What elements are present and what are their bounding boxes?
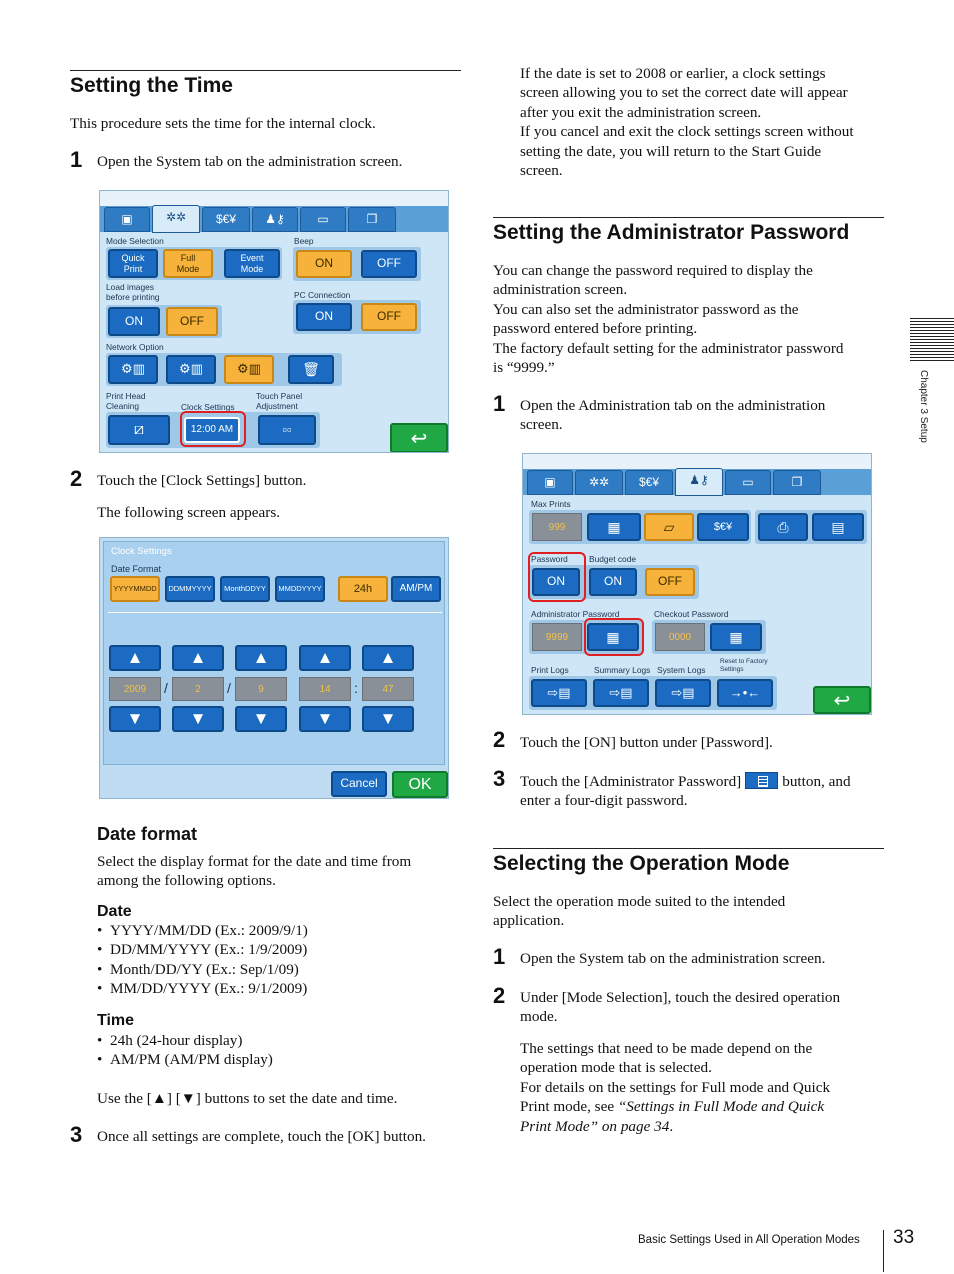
intro-text: This procedure sets the time for the internal clock. bbox=[70, 115, 376, 132]
tab-system[interactable] bbox=[152, 205, 200, 233]
clock-settings-highlight bbox=[180, 411, 246, 447]
tab-currency[interactable] bbox=[202, 207, 250, 232]
footer-divider bbox=[883, 1230, 884, 1272]
calculator-icon: ▦ bbox=[607, 518, 621, 535]
reset-factory-button[interactable] bbox=[717, 679, 773, 707]
calculator-icon bbox=[745, 772, 778, 789]
heading-operation-mode: Selecting the Operation Mode bbox=[493, 848, 884, 876]
year-down-button[interactable]: ▼ bbox=[109, 706, 161, 732]
hour-down-button[interactable]: ▼ bbox=[299, 706, 351, 732]
cleaning-icon: ⧄ bbox=[133, 420, 145, 438]
month-down-button[interactable]: ▼ bbox=[172, 706, 224, 732]
admin-icon: ♟⚷ bbox=[689, 473, 709, 487]
step-number: 1 bbox=[493, 944, 506, 969]
book-button[interactable] bbox=[812, 513, 864, 541]
max-prints-value: 999 bbox=[532, 513, 582, 541]
load-images-label: Load images before printing bbox=[106, 282, 160, 302]
page-number: 33 bbox=[893, 1227, 915, 1248]
tab-frame[interactable] bbox=[300, 207, 346, 232]
pc-connection-label: PC Connection bbox=[294, 290, 351, 300]
return-button[interactable] bbox=[813, 686, 871, 714]
chapter-tab-stripes bbox=[910, 317, 954, 361]
reset-factory-label: Reset to Factory Settings bbox=[720, 658, 768, 673]
minute-value: 47 bbox=[362, 677, 414, 701]
month-value: 2 bbox=[172, 677, 224, 701]
gear-icon: ✲✲ bbox=[165, 210, 187, 224]
system-logs-button[interactable] bbox=[655, 679, 711, 707]
cross-reference[interactable]: Print Mode” on page 34 bbox=[520, 1117, 670, 1135]
step-text: Touch the [ON] button under [Password]. bbox=[520, 734, 773, 751]
divider bbox=[108, 612, 442, 613]
trash-icon: 🗑 bbox=[302, 361, 320, 378]
export-icon: ⇨▤ bbox=[671, 684, 695, 700]
checkout-password-value: 0000 bbox=[655, 623, 705, 651]
delete-button[interactable] bbox=[288, 355, 334, 384]
print-head-cleaning-button[interactable] bbox=[108, 415, 170, 445]
format-ddmmyyyy-button[interactable]: DDMMYYYY bbox=[165, 576, 215, 602]
step-number: 3 bbox=[493, 766, 506, 791]
chapter-tab-label: Chapter 3 Setup bbox=[918, 370, 929, 443]
return-button[interactable] bbox=[390, 423, 448, 453]
reset-arrows-icon: →•← bbox=[729, 684, 761, 700]
day-value: 9 bbox=[235, 677, 287, 701]
calculator-icon: ▦ bbox=[606, 628, 620, 645]
day-down-button[interactable]: ▼ bbox=[235, 706, 287, 732]
tab-admin[interactable] bbox=[252, 207, 298, 232]
pc-off-button[interactable]: OFF bbox=[361, 303, 417, 331]
heading-administrator-password: Setting the Administrator Password bbox=[493, 217, 884, 245]
network-option-2-button[interactable] bbox=[166, 355, 216, 384]
step-text: Under [Mode Selection], touch the desired operation mode. bbox=[520, 989, 841, 1026]
admin-password-value: 9999 bbox=[532, 623, 582, 651]
footer-text: Basic Settings Used in All Operation Modes bbox=[638, 1234, 860, 1246]
format-monthddyy-button[interactable]: MonthDDYY bbox=[220, 576, 270, 602]
administrator-password-label: Administrator Password bbox=[531, 609, 620, 619]
step-number: 1 bbox=[493, 391, 506, 416]
year-up-button[interactable]: ▲ bbox=[109, 645, 161, 671]
cross-reference[interactable]: “Settings in Full Mode and Quick bbox=[617, 1098, 825, 1116]
step-number: 2 bbox=[493, 983, 506, 1008]
summary-logs-button[interactable] bbox=[593, 679, 649, 707]
clock-settings-title: Clock Settings bbox=[111, 546, 172, 557]
format-ampm-button[interactable]: AM/PM bbox=[391, 576, 441, 602]
network-option-3-button[interactable] bbox=[224, 355, 274, 384]
password-on-button[interactable]: ON bbox=[532, 568, 580, 596]
tab-monitor[interactable] bbox=[104, 207, 150, 232]
quick-print-button[interactable]: Quick Print bbox=[108, 249, 158, 278]
budget-on-button[interactable]: ON bbox=[589, 568, 637, 596]
time-format-list: • 24h (24-hour display) • AM/PM (AM/PM display) bbox=[97, 1031, 273, 1070]
export-icon: ⇨▤ bbox=[609, 684, 633, 700]
password-on-highlight bbox=[528, 552, 586, 602]
network-option-1-button[interactable] bbox=[108, 355, 158, 384]
clock-settings-button[interactable]: 12:00 AM bbox=[184, 417, 240, 443]
day-up-button[interactable]: ▲ bbox=[235, 645, 287, 671]
max-prints-label: Max Prints bbox=[531, 499, 571, 509]
paper-button[interactable] bbox=[644, 513, 694, 541]
admin-password-highlight bbox=[584, 618, 644, 656]
clock-settings-label: Clock Settings bbox=[181, 402, 235, 412]
cancel-button[interactable]: Cancel bbox=[331, 771, 387, 797]
network-device-icon: ⚙▥ bbox=[179, 361, 203, 377]
full-mode-button[interactable]: Full Mode bbox=[163, 249, 213, 278]
subheading-date: Date bbox=[97, 903, 132, 920]
password-label: Password bbox=[531, 554, 568, 564]
date-format-list: • YYYY/MM/DD (Ex.: 2009/9/1) • DD/MM/YYYY (Ex.: 1/9/2009) • Month/DD/YY (Ex.: Sep/1/09) • MM/DD/YYYY (Ex.: 9/1/2009) bbox=[97, 921, 308, 999]
tab-currency[interactable] bbox=[625, 470, 673, 495]
admin-icon: ♟⚷ bbox=[265, 212, 285, 226]
return-arrow-icon: ↩ bbox=[833, 689, 851, 712]
step-text: Open the Administration tab on the administration screen. bbox=[520, 397, 826, 434]
ok-button[interactable]: OK bbox=[392, 771, 448, 798]
month-up-button[interactable]: ▲ bbox=[172, 645, 224, 671]
print-logs-button[interactable] bbox=[531, 679, 587, 707]
subheading-date-format: Date format bbox=[97, 824, 198, 844]
format-yyyymmdd-button[interactable]: YYYYMMDD bbox=[110, 576, 160, 602]
return-arrow-icon: ↩ bbox=[410, 427, 428, 450]
mode-selection-label: Mode Selection bbox=[106, 236, 164, 246]
currency-icon: $€¥ bbox=[713, 520, 733, 533]
step-number: 3 bbox=[70, 1122, 83, 1147]
format-mmddyyyy-button[interactable]: MMDDYYYY bbox=[275, 576, 325, 602]
tab-monitor[interactable] bbox=[527, 470, 573, 495]
step-text: Once all settings are complete, touch the [OK] button. bbox=[97, 1128, 426, 1145]
tab-frame[interactable] bbox=[725, 470, 771, 495]
step-text: Open the System tab on the administration screen. bbox=[97, 153, 403, 170]
subheading-time: Time bbox=[97, 1012, 135, 1029]
tab-copy[interactable] bbox=[773, 470, 821, 495]
monitor-icon: ▣ bbox=[544, 475, 556, 489]
budget-code-label: Budget code bbox=[589, 554, 637, 564]
load-images-on-button[interactable]: ON bbox=[108, 307, 160, 336]
currency-button[interactable] bbox=[697, 513, 749, 541]
year-value: 2009 bbox=[109, 677, 161, 701]
minute-up-button[interactable]: ▲ bbox=[362, 645, 414, 671]
frame-icon: ▭ bbox=[742, 475, 754, 489]
step-number: 2 bbox=[70, 466, 83, 491]
step-number: 2 bbox=[493, 727, 506, 752]
max-prints-keypad-button[interactable] bbox=[587, 513, 641, 541]
monitor-icon: ▣ bbox=[121, 212, 133, 226]
calculator-icon: ▦ bbox=[729, 628, 743, 645]
budget-off-button[interactable]: OFF bbox=[645, 568, 695, 596]
network-device-icon: ⚙▥ bbox=[121, 361, 145, 377]
operation-mode-details: The settings that need to be made depend on the operation mode that is selected. For details on the settings for Full mode and Quick Print mode, see “Settings in Full Mode and Quick Print Mode” on page 34. bbox=[520, 1040, 831, 1135]
format-24h-button[interactable]: 24h bbox=[338, 576, 388, 602]
paper-stack-icon: ▱ bbox=[663, 518, 675, 535]
tab-system[interactable] bbox=[575, 470, 623, 495]
copy-icon: ❐ bbox=[791, 475, 803, 489]
gear-icon: ✲✲ bbox=[588, 475, 610, 489]
checkout-password-label: Checkout Password bbox=[654, 609, 729, 619]
use-buttons-text: Use the [▲] [▼] buttons to set the date and time. bbox=[97, 1090, 398, 1107]
hour-up-button[interactable]: ▲ bbox=[299, 645, 351, 671]
touch-panel-icon: ▫▫ bbox=[282, 421, 292, 437]
print-head-label: Print Head Cleaning bbox=[106, 391, 146, 411]
beep-label: Beep bbox=[294, 236, 314, 246]
currency-icon: $€¥ bbox=[638, 475, 660, 489]
printer-button[interactable] bbox=[758, 513, 808, 541]
date-format-label: Date Format bbox=[111, 564, 162, 574]
print-logs-label: Print Logs bbox=[531, 665, 569, 675]
system-tab-screenshot bbox=[99, 190, 449, 453]
book-icon: ▤ bbox=[831, 518, 845, 535]
export-icon: ⇨▤ bbox=[547, 684, 571, 700]
copy-icon: ❐ bbox=[366, 212, 378, 226]
hour-value: 14 bbox=[299, 677, 351, 701]
beep-on-button[interactable]: ON bbox=[296, 250, 352, 278]
step-text: Open the System tab on the administration screen. bbox=[520, 950, 826, 967]
administration-tab-screenshot bbox=[522, 453, 872, 715]
clock-settings-screenshot bbox=[99, 537, 449, 799]
network-option-label: Network Option bbox=[106, 342, 164, 352]
clock-note: If the date is set to 2008 or earlier, a clock settings screen allowing you to set the correct date will appear after you exit the administration screen. If you cancel and exit the clock settings screen without setting the date, you will return to the Start Guide screen. bbox=[520, 65, 854, 180]
password-intro: You can change the password required to display the administration screen. You can also set the administrator password as the password entered before printing. The factory default setting for the administrator password is “9999.” bbox=[493, 262, 844, 377]
printer-icon: ⎙ bbox=[777, 518, 789, 535]
touch-panel-adjustment-button[interactable] bbox=[258, 415, 316, 445]
pc-on-button[interactable]: ON bbox=[296, 303, 352, 331]
summary-logs-label: Summary Logs bbox=[594, 665, 651, 675]
heading-setting-the-time: Setting the Time bbox=[70, 70, 461, 98]
tab-copy[interactable] bbox=[348, 207, 396, 232]
date-format-description: Select the display format for the date and time from among the following options. bbox=[97, 853, 412, 890]
step-text: Touch the [Administrator Password] button, and enter a four-digit password. bbox=[520, 773, 851, 810]
currency-icon: $€¥ bbox=[215, 212, 237, 226]
touch-panel-label: Touch Panel Adjustment bbox=[256, 391, 303, 411]
date-separator: / bbox=[227, 680, 231, 696]
tab-admin[interactable] bbox=[675, 468, 723, 496]
step-subtext: The following screen appears. bbox=[97, 504, 281, 521]
network-device-icon: ⚙▥ bbox=[237, 361, 261, 377]
step-text: Touch the [Clock Settings] button. bbox=[97, 472, 307, 489]
frame-icon: ▭ bbox=[317, 212, 329, 226]
step-number: 1 bbox=[70, 147, 83, 172]
load-images-off-button[interactable]: OFF bbox=[166, 307, 218, 336]
checkout-password-keypad-button[interactable] bbox=[710, 623, 762, 651]
time-separator: : bbox=[354, 680, 358, 696]
system-logs-label: System Logs bbox=[657, 665, 706, 675]
minute-down-button[interactable]: ▼ bbox=[362, 706, 414, 732]
date-separator: / bbox=[164, 680, 168, 696]
beep-off-button[interactable]: OFF bbox=[361, 250, 417, 278]
operation-mode-intro: Select the operation mode suited to the intended application. bbox=[493, 893, 786, 930]
event-mode-button[interactable]: Event Mode bbox=[224, 249, 280, 278]
